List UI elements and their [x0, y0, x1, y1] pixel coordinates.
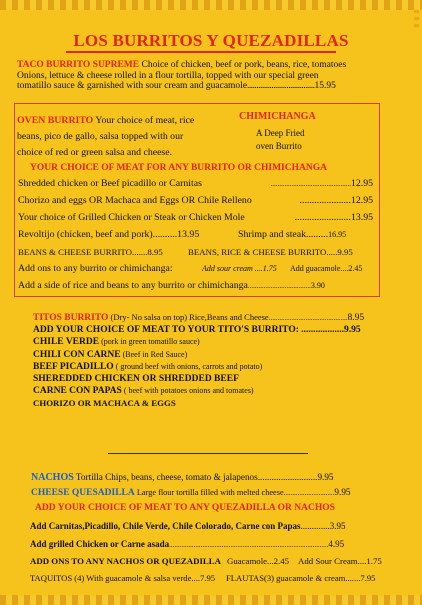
titos-price: 8.95 — [347, 313, 365, 323]
quesadilla-row: Add grilled Chicken or Carne asada...........................................................................................4.95 — [30, 539, 345, 549]
titos-option-note: ( ground beef with onions, carrots and potato) — [113, 361, 263, 371]
nachos-section: NACHOS Tortilla Chips, beans, cheese, tomato & jalapenos..........................9.95 CHEESE QUESADILLA Large flour tortilla filled with melted cheese.............................9.95 — [31, 472, 351, 498]
meat-row-price: 12.95 — [350, 195, 373, 206]
taco-burrito-desc3: tomatillo sauce & garnished with sour cream and guacamole — [17, 81, 248, 91]
titos-option — [33, 361, 378, 373]
titos-option-name: CHORIZO OR MACHACA & EGGS — [33, 398, 176, 409]
cheese-quesadilla-price: 9.95 — [334, 487, 351, 497]
quesadilla-header: ADD YOUR CHOICE OF MEAT TO ANY QUEZADILLA OR NACHOS — [35, 503, 335, 513]
taquitos-item: TAQUITOS (4) With guacamole & salsa verde....7.95 — [30, 573, 216, 583]
meat-row: Your choice of Grilled Chicken or Steak or Chicken Mole .......................13.95 — [18, 212, 373, 223]
oven-burrito-name: OVEN BURRITO — [17, 115, 94, 126]
quesadilla-row-price: 4.95 — [328, 539, 345, 549]
nachos-name: NACHOS — [31, 472, 74, 483]
menu-title: LOS BURRITOS Y QUEZADILLAS — [73, 31, 349, 50]
meat-row-label: BEANS & CHEESE BURRITO — [18, 247, 132, 257]
taco-burrito-section: TACO BURRITO SUPREME Choice of chicken, beef or pork, beans, rice, tomatoes Onions, lettuce & cheese rolled in a flour tortilla, topped with our special green tomatillo sauce & garnished with sour cream and guacamole....................................15.95 — [17, 60, 377, 92]
cheese-quesadilla-name: CHEESE QUESADILLA — [31, 488, 135, 498]
quesadilla-row-label: Add grilled Chicken or Carne asada — [30, 539, 170, 549]
corner-ornament: ≡ ≡ ≡ — [413, 7, 420, 30]
titos-add-price: 9.95 — [344, 325, 361, 336]
meat-row-label: Add a side of rice and beans to any burrito or chimichanga — [18, 280, 248, 291]
add-guacamole: Add guacamole....2.45 — [290, 264, 363, 273]
titos-option-note: (Beef in Red Sauce) — [120, 349, 188, 359]
titos-option — [33, 373, 378, 385]
quesadilla-row-label: Add Carnitas,Picadillo, Chile Verde, Chile Colorado, Carne con Papas — [30, 521, 301, 531]
quesadilla-row-price: 3.95 — [329, 521, 346, 531]
add-sour-cream: Add sour cream ....1.75 — [202, 264, 277, 273]
chimichanga-name: CHIMICHANGA — [239, 111, 316, 122]
titos-option-note: (pork in green tomatillo sauce) — [99, 337, 200, 347]
taco-burrito-name: TACO BURRITO SUPREME — [17, 60, 140, 70]
oven-burrito-desc2: beans, pico de gallo, salsa topped with our — [17, 131, 184, 142]
meat-row-label: Revoltijo (chicken, beef and pork) — [18, 229, 153, 240]
meat-row-label: Chorizo and eggs OR Machaca and Eggs OR Chile Relleno — [18, 195, 252, 206]
titos-option — [33, 385, 378, 397]
add-sour-cream: Add Sour Cream....1.75 — [298, 556, 382, 566]
quesadilla-row — [30, 555, 382, 567]
meat-row-price2: 16.95 — [328, 230, 347, 239]
cheese-quesadilla-desc: Large flour tortilla filled with melted cheese — [134, 488, 284, 497]
meat-row-label: Your choice of Grilled Chicken or Steak or Chicken Mole — [18, 212, 245, 223]
title-underline — [66, 51, 336, 53]
taco-burrito-price: 15.95 — [314, 81, 336, 91]
oven-burrito-desc3: choice of red or green salsa and cheese. — [17, 147, 173, 158]
titos-option-note: ( beef with potatoes onions and tomates) — [121, 386, 254, 396]
meat-row-price: 13.95 — [177, 229, 200, 240]
section-divider — [108, 453, 308, 454]
quesadilla-row — [30, 572, 382, 584]
meat-row — [18, 263, 373, 275]
meat-row: Add a side of rice and beans to any burrito or chimichanga....................................3.90 — [18, 280, 325, 291]
titos-desc: (Dry- No salsa on top) Rice,Beans and Cheese — [108, 312, 269, 322]
meat-row-label2: BEANS, RICE & CHEESE BURRITO — [188, 247, 327, 257]
add-guacamole: Guacamole...2.45 — [227, 556, 290, 566]
oven-burrito-desc1: Your choice of meat, rice — [93, 115, 195, 126]
top-decorative-border — [0, 0, 422, 10]
titos-option-name: CHILE VERDE — [33, 337, 100, 348]
chimichanga-line1: A Deep Fried — [256, 128, 305, 138]
bottom-decorative-border — [0, 595, 422, 605]
quesadilla-row: Add Carnitas,Picadillo, Chile Verde, Chile Colorado, Carne con Papas.............3.95 — [30, 521, 346, 531]
meat-row: Shredded chicken or Beef picadillo or Carnitas ..............................................12.95 — [18, 178, 373, 189]
meat-row-label2: Shrimp and steak — [238, 229, 307, 240]
quesadilla-row-label: ADD ONS TO ANY NACHOS OR QUEZADILLA — [30, 556, 221, 566]
titos-option-name: SHEREDDED CHICKEN OR SHREDDED BEEF — [33, 374, 239, 385]
nachos-desc: Tortilla Chips, beans, cheese, tomato & jalapenos — [73, 472, 258, 482]
titos-option — [33, 336, 378, 348]
titos-section: TITOS BURRITO (Dry- No salsa on top) Rice,Beans and Cheese.............................................8.95 ADD YOUR CHOICE OF MEAT TO YOUR TITO'S BURRITO: ..................9.95 CHILE VERDE (pork in green tomatillo sauce) CHILI CON CARNE (Beef in Red Sauce) BEEF PICADILLO ( ground beef with onions, carrots and potato) SHEREDDED CHICKEN OR SHREDDED BEEF CARNE CON PAPAS ( beef with potatoes onions and tomates) CHORIZO OR MACHACA & EGGS — [33, 311, 378, 411]
titos-add-label: ADD YOUR CHOICE OF MEAT TO YOUR TITO'S BURRITO: — [33, 325, 299, 336]
chimichanga-line2: oven Burrito — [256, 141, 302, 151]
meat-row-price2: 9.95 — [337, 247, 353, 257]
oven-burrito-section — [17, 113, 217, 161]
meat-row-price: 12.95 — [350, 178, 373, 189]
taco-burrito-desc1: Choice of chicken, beef or pork, beans, rice, tomatoes — [139, 60, 347, 70]
flautas-item: FLAUTAS(3) guacamole & cream.......7.95 — [226, 573, 376, 583]
meat-row-price: 13.95 — [350, 212, 373, 223]
meat-row-price: 3.90 — [310, 281, 325, 290]
meat-row: Revoltijo (chicken, beef and pork)..........13.95 Shrimp and steak.........16.95 — [18, 229, 347, 240]
titos-option-name: CARNE CON PAPAS — [33, 386, 122, 397]
meat-row: BEANS & CHEESE BURRITO.......8.95 BEANS, RICE & CHEESE BURRITO.....9.95 — [18, 247, 353, 257]
titos-option-name: CHILI CON CARNE — [33, 349, 121, 360]
titos-option — [33, 349, 378, 361]
taco-burrito-desc2: Onions, lettuce & cheese rolled in a flour tortilla, topped with our special green — [17, 70, 319, 81]
meat-row-label: Shredded chicken or Beef picadillo or Carnitas — [18, 178, 202, 189]
nachos-price: 9.95 — [317, 472, 334, 482]
titos-option-name: BEEF PICADILLO — [33, 361, 114, 372]
meat-header: YOUR CHOICE OF MEAT FOR ANY BURRITO OR CHIMICHANGA — [30, 163, 327, 173]
meat-row-label: Add ons to any burrito or chimichanga: — [18, 263, 173, 274]
meat-row: Chorizo and eggs OR Machaca and Eggs OR Chile Relleno .....................12.95 — [18, 195, 373, 206]
titos-name: TITOS BURRITO — [33, 313, 109, 323]
meat-row-price: 8.95 — [147, 247, 163, 257]
titos-option — [33, 397, 378, 410]
chimichanga-section — [222, 107, 350, 159]
